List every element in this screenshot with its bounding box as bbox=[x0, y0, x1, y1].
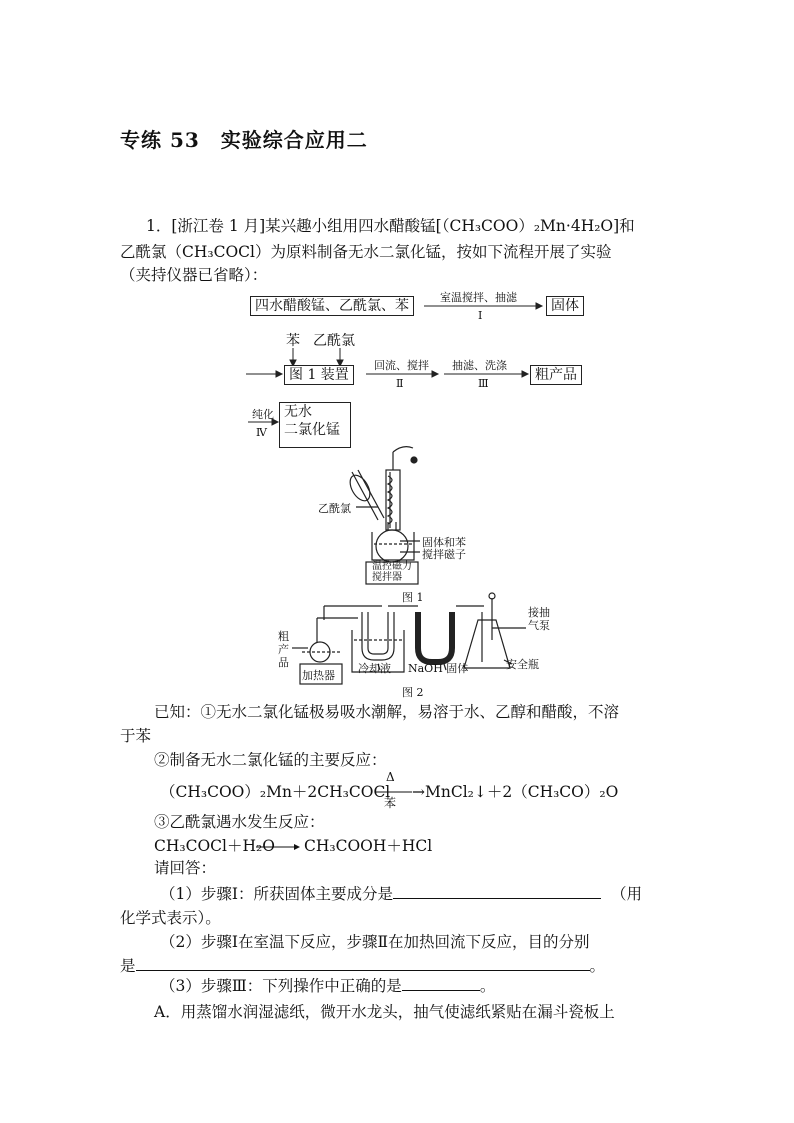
fig2-label-heater: 加热器 bbox=[302, 669, 335, 682]
final-line-1: 无水 bbox=[284, 404, 312, 420]
question-1-cont: 化学式表示）。 bbox=[120, 909, 221, 927]
fig1-heater-line-2: 搅拌器 bbox=[372, 572, 402, 583]
fig2-label-pump bbox=[528, 606, 550, 632]
step1-top-label: 室温搅拌、抽滤 bbox=[440, 291, 517, 304]
fig2-crude-1: 粗 bbox=[278, 630, 289, 643]
q3-text: （3）步骤Ⅲ：下列操作中正确的是 bbox=[160, 977, 402, 995]
flow-add-acetyl: 乙酰氯 bbox=[313, 333, 355, 349]
q1-suffix: （用 bbox=[611, 885, 643, 903]
q3-answer-blank[interactable] bbox=[402, 976, 480, 991]
known-3: ③乙酰氯遇水发生反应： bbox=[154, 813, 325, 831]
fig2-label-naoh: NaOH 固体 bbox=[408, 662, 469, 675]
question-line-3: （夹持仪器已省略）： bbox=[120, 266, 268, 284]
fig2-crude-2: 产 bbox=[278, 643, 289, 656]
q2-prefix: 是 bbox=[120, 957, 136, 975]
q2-end: 。 bbox=[589, 957, 606, 975]
equation-1-condition-top: Δ bbox=[386, 770, 395, 784]
question-1 bbox=[160, 884, 642, 904]
q3-end: 。 bbox=[479, 977, 496, 995]
equation-2-left: CH₃COCl＋H₂O bbox=[154, 837, 275, 855]
step1-bottom-label: Ⅰ bbox=[478, 309, 483, 322]
page-title: 专练 53 实验综合应用二 bbox=[120, 128, 368, 152]
fig2-caption: 图 2 bbox=[402, 686, 424, 699]
flow-solid-box: 固体 bbox=[546, 296, 584, 316]
question-3 bbox=[160, 976, 495, 996]
fig2-pump-1: 接抽 bbox=[528, 606, 550, 619]
flow-start-box: 四水醋酸锰、乙酰氯、苯 bbox=[250, 296, 414, 316]
fig1-label-solid: 固体和苯 bbox=[422, 536, 466, 549]
q2-answer-blank[interactable] bbox=[136, 956, 590, 971]
flow-add-benzene: 苯 bbox=[286, 333, 300, 349]
known-1-line-1: 已知：①无水二氯化锰极易吸水潮解，易溶于水、乙醇和醋酸，不溶 bbox=[154, 703, 620, 721]
step3-top-label: 抽滤、洗涤 bbox=[452, 359, 507, 372]
equation-1-right: →MnCl₂↓＋2（CH₃CO）₂O bbox=[412, 783, 619, 801]
prompt-text: 请回答： bbox=[154, 859, 217, 877]
step2-top-label: 回流、搅拌 bbox=[374, 359, 429, 372]
fig2-pump-2: 气泵 bbox=[528, 619, 550, 632]
final-line-2: 二氯化锰 bbox=[284, 422, 340, 438]
fig1-heater-line-1: 温控磁力 bbox=[372, 561, 412, 572]
equation-1-left: （CH₃COO）₂Mn＋2CH₃COCl bbox=[160, 783, 391, 801]
question-line-1: 1．[浙江卷 1 月]某兴趣小组用四水醋酸锰[（CH₃COO）₂Mn·4H₂O]和 bbox=[146, 217, 635, 235]
question-2: （2）步骤Ⅰ在室温下反应，步骤Ⅱ在加热回流下反应，目的分别 bbox=[160, 933, 590, 951]
fig1-caption: 图 1 bbox=[402, 591, 424, 604]
flow-crude-box: 粗产品 bbox=[530, 365, 582, 385]
fig1-label-reagent: 乙酰氯 bbox=[318, 502, 351, 515]
question-line-2: 乙酰氯（CH₃COCl）为原料制备无水二氯化锰，按如下流程开展了实验 bbox=[120, 243, 612, 261]
flow-device-box: 图 1 装置 bbox=[284, 365, 354, 385]
known-2: ②制备无水二氯化锰的主要反应： bbox=[154, 751, 387, 769]
known-1-line-2: 于苯 bbox=[120, 727, 152, 745]
step4-top-label: 纯化 bbox=[252, 408, 274, 421]
equation-1-condition-bottom: 苯 bbox=[384, 796, 397, 810]
fig2-label-crude bbox=[278, 630, 289, 669]
option-a: A．用蒸馏水润湿滤纸，微开水龙头，抽气使滤纸紧贴在漏斗瓷板上 bbox=[154, 1003, 615, 1021]
question-2-cont bbox=[120, 956, 605, 976]
fig1-label-stirrer: 搅拌磁子 bbox=[422, 548, 466, 561]
q1-answer-blank[interactable] bbox=[393, 884, 601, 899]
equation-2-right: CH₃COOH＋HCl bbox=[304, 837, 433, 855]
equation-2-arrow bbox=[256, 843, 302, 851]
fig2-label-bottle: 安全瓶 bbox=[506, 658, 539, 671]
fig2-crude-3: 品 bbox=[278, 656, 289, 669]
step4-bottom-label: Ⅳ bbox=[256, 426, 267, 439]
q1-text: （1）步骤Ⅰ：所获固体主要成分是 bbox=[160, 885, 393, 903]
step3-bottom-label: Ⅲ bbox=[478, 377, 489, 390]
fig2-label-coolant: 冷却液 bbox=[358, 662, 391, 675]
step2-bottom-label: Ⅱ bbox=[396, 377, 404, 390]
